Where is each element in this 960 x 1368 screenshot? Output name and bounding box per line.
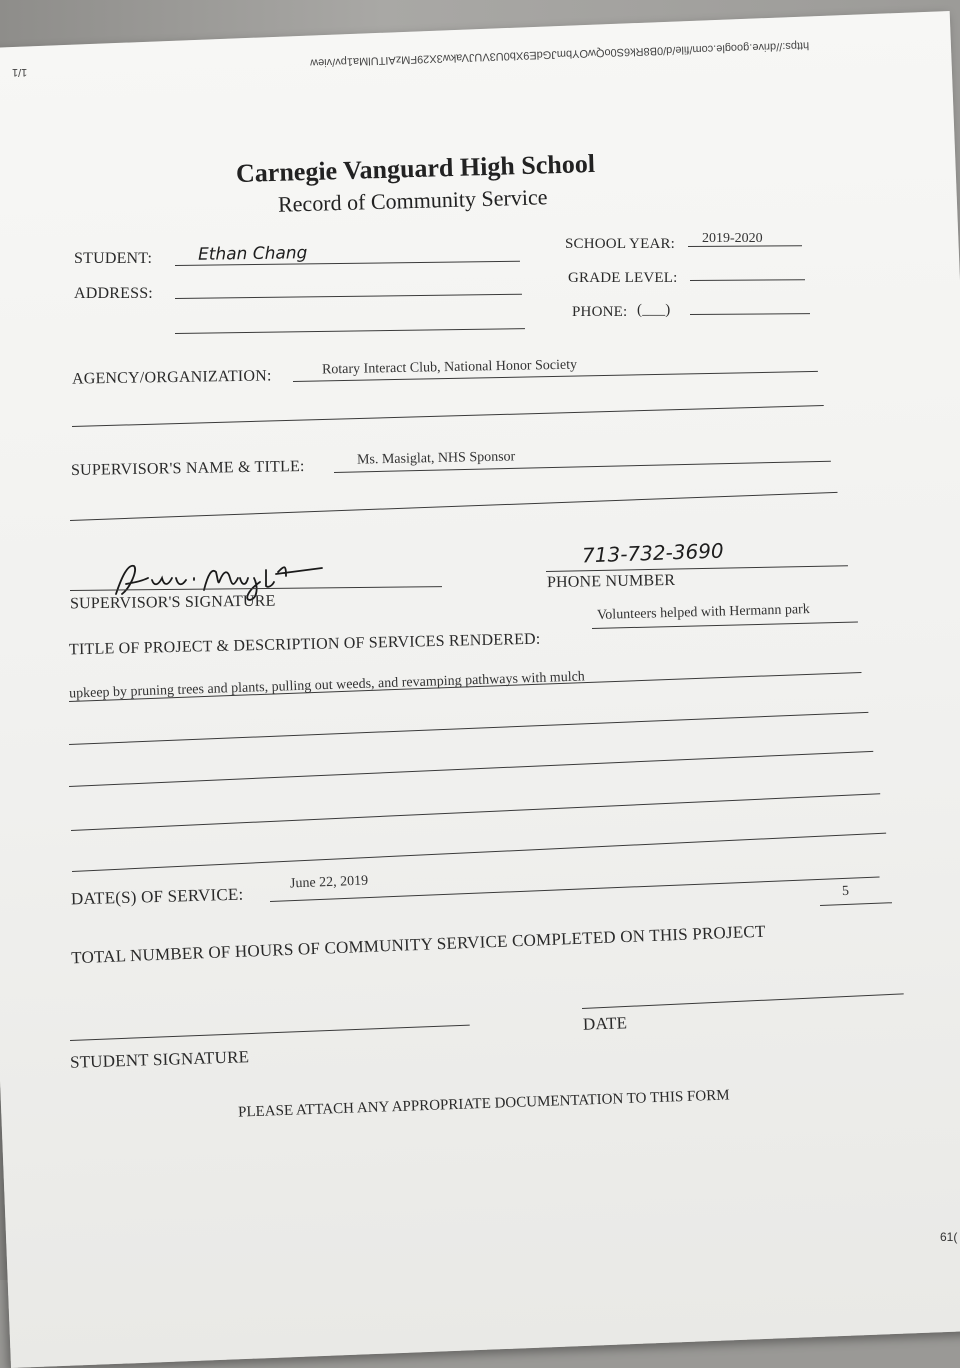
agency-value: Rotary Interact Club, National Honor Society	[321, 357, 578, 378]
footer-note: PLEASE ATTACH ANY APPROPRIATE DOCUMENTATION TO THIS FORM	[237, 1087, 730, 1121]
form-title: Record of Community Service	[277, 184, 548, 217]
date-label: DATE	[582, 1013, 628, 1034]
phone-label: PHONE:	[572, 304, 628, 320]
project-line-3	[69, 712, 868, 745]
hours-label: TOTAL NUMBER OF HOURS OF COMMUNITY SERVICE COMPLETED ON THIS PROJECT	[70, 921, 766, 968]
grade-level-line	[690, 279, 805, 281]
grade-level-label: GRADE LEVEL:	[568, 270, 678, 286]
student-signature-label: STUDENT SIGNATURE	[69, 1047, 250, 1072]
supervisor-signature-label: SUPERVISOR'S SIGNATURE	[69, 592, 276, 613]
student-signature-line	[70, 1025, 470, 1041]
school-name: Carnegie Vanguard High School	[235, 148, 596, 189]
project-line-2-value: upkeep by pruning trees and plants, pulling out weeds, and revamping pathways with mulch	[68, 669, 586, 702]
page-indicator: 1/1	[12, 66, 28, 78]
project-line-4	[69, 751, 873, 787]
agency-label: AGENCY/ORGANIZATION:	[71, 367, 272, 388]
supervisor-phone-label: PHONE NUMBER	[546, 571, 676, 592]
phone-line	[690, 313, 810, 315]
supervisor-extra-line	[70, 492, 838, 521]
phone-area-code: (___)	[637, 302, 671, 318]
project-line-6	[72, 833, 886, 872]
school-year-value: 2019-2020	[702, 231, 763, 246]
print-url: https://drive.google.com/file/d/0B8Rk6S0oQwOYbmJGdE9Xb0U3VUJVakw3X29FMzAITUlMa1pv/view	[309, 39, 810, 69]
hours-line	[820, 902, 892, 906]
agency-extra-line	[72, 405, 824, 427]
school-year-label: SCHOOL YEAR:	[565, 236, 676, 252]
student-name-handwritten: Ethan Chang	[197, 243, 308, 265]
dates-label: DATE(S) OF SERVICE:	[70, 884, 244, 909]
supervisor-name-value: Ms. Masiglat, NHS Sponsor	[356, 449, 516, 468]
address-label: ADDRESS:	[74, 285, 153, 302]
address-line-2	[175, 328, 525, 334]
project-line-5	[71, 793, 880, 831]
hours-value: 5	[841, 883, 850, 900]
supervisor-name-label: SUPERVISOR'S NAME & TITLE:	[70, 457, 305, 480]
date-line	[582, 993, 904, 1009]
dates-value: June 22, 2019	[289, 873, 369, 892]
address-line-1	[175, 294, 522, 299]
student-label: STUDENT:	[74, 250, 153, 267]
project-line-1-value: Volunteers helped with Hermann park	[596, 602, 810, 623]
supervisor-phone-handwritten: 713-732-3690	[581, 538, 725, 568]
project-label: TITLE OF PROJECT & DESCRIPTION OF SERVICES RENDERED:	[68, 630, 541, 659]
corner-text: 61(	[940, 1230, 958, 1244]
